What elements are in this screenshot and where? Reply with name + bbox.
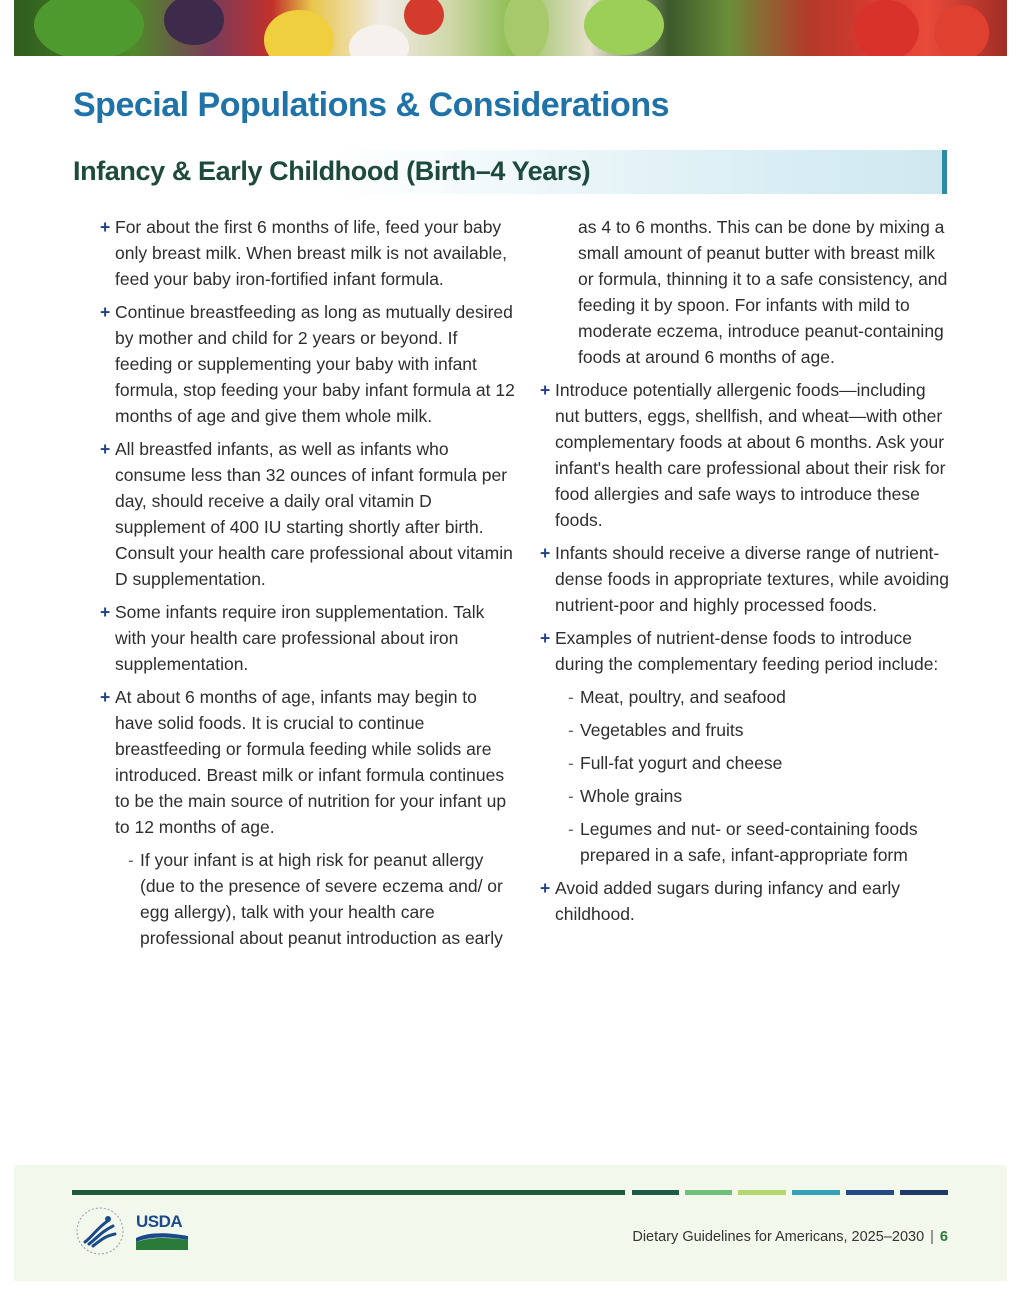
bullet-text: Infants should receive a diverse range of nutrient-dense foods in appropriate textures, while avoiding nutrient-poor and highly processed foods. xyxy=(555,543,949,615)
food-example-item xyxy=(568,717,950,743)
plus-icon: + xyxy=(100,687,111,707)
list-item xyxy=(100,214,515,292)
list-item xyxy=(540,540,950,618)
plus-icon: + xyxy=(100,302,111,322)
hhs-logo-icon xyxy=(75,1206,125,1256)
dash-icon: - xyxy=(568,786,574,806)
plus-icon: + xyxy=(540,628,551,648)
section-title: Infancy & Early Childhood (Birth–4 Years) xyxy=(73,156,591,186)
footer-caption xyxy=(632,1229,948,1245)
food-example-item xyxy=(568,816,950,868)
list-item xyxy=(100,684,515,840)
section-header-bar xyxy=(73,150,947,194)
bullet-text: Introduce potentially allergenic foods—including nut butters, eggs, shellfish, and wheat—with other complementary foods at about 6 months. Ask your infant's health care professional about their risk for food allergies and safe ways to introduce these foods. xyxy=(555,380,946,530)
list-item xyxy=(100,599,515,677)
footer-color-segment xyxy=(846,1190,894,1195)
footer-color-segment xyxy=(632,1190,679,1195)
food-example-text: Legumes and nut- or seed-containing foods prepared in a safe, infant-appropriate form xyxy=(580,819,918,865)
food-example-text: Full-fat yogurt and cheese xyxy=(580,753,783,773)
sub-bullet-text: If your infant is at high risk for peanut allergy (due to the presence of severe eczema and/ or egg allergy), talk with your health care professional about peanut introduction as early xyxy=(140,850,503,948)
header-food-photo xyxy=(14,0,1007,56)
plus-icon: + xyxy=(540,380,551,400)
plus-icon: + xyxy=(100,602,111,622)
bullet-text: Examples of nutrient-dense foods to introduce during the complementary feeding period include: xyxy=(555,628,939,674)
food-example-item xyxy=(568,684,950,710)
food-example-item xyxy=(568,783,950,809)
dash-icon: - xyxy=(568,720,574,740)
list-item xyxy=(100,436,515,592)
food-example-text: Meat, poultry, and seafood xyxy=(580,687,786,707)
list-item xyxy=(100,299,515,429)
bullet-text: Continue breastfeeding as long as mutually desired by mother and child for 2 years or beyond. If feeding or supplementing your baby with infant formula, stop feeding your baby infant formula at 12 months of age and give them whole milk. xyxy=(115,302,515,426)
food-example-text: Vegetables and fruits xyxy=(580,720,744,740)
food-example-item xyxy=(568,750,950,776)
dash-icon: - xyxy=(568,819,574,839)
document-title: Dietary Guidelines for Americans, 2025–2030 xyxy=(632,1229,925,1245)
footer-rule xyxy=(72,1190,625,1195)
usda-logo-text: USDA xyxy=(136,1212,183,1231)
bullet-text: All breastfed infants, as well as infants who consume less than 32 ounces of infant formula per day, should receive a daily oral vitamin D supplement of 400 IU starting shortly after birth. Consult your health care professional about vitamin D supplementation. xyxy=(115,439,513,589)
plus-icon: + xyxy=(100,217,111,237)
footer-color-segment xyxy=(685,1190,732,1195)
bullet-text: Some infants require iron supplementation. Talk with your health care professional about iron supplementation. xyxy=(115,602,485,674)
footer-color-segment xyxy=(900,1190,948,1195)
dash-icon: - xyxy=(568,753,574,773)
footer-color-segment xyxy=(792,1190,840,1195)
continued-text: as 4 to 6 months. This can be done by mixing a small amount of peanut butter with breast milk or formula, thinning it to a safe consistency, and feeding it by spoon. For infants with mild to moderate eczema, introduce peanut-containing foods at around 6 months of age. xyxy=(578,217,948,367)
usda-logo xyxy=(136,1212,188,1252)
bullet-text: For about the first 6 months of life, feed your baby only breast milk. When breast milk is not available, feed your baby iron-fortified infant formula. xyxy=(115,217,507,289)
usda-hills-icon xyxy=(136,1232,188,1250)
bullet-text: Avoid added sugars during infancy and early childhood. xyxy=(555,878,901,924)
food-example-text: Whole grains xyxy=(580,786,683,806)
footer-separator: | xyxy=(930,1229,934,1245)
page-number: 6 xyxy=(939,1229,948,1245)
plus-icon: + xyxy=(540,543,551,563)
list-item xyxy=(540,625,950,677)
plus-icon: + xyxy=(100,439,111,459)
sub-list-item xyxy=(128,847,515,951)
list-item xyxy=(540,875,950,927)
footer-color-segment xyxy=(738,1190,786,1195)
bullet-text: At about 6 months of age, infants may begin to have solid foods. It is crucial to continue breastfeeding or formula feeding while solids are introduced. Breast milk or infant formula continues to be the main source of nutrition for your infant up to 12 months of age. xyxy=(115,687,507,837)
left-column xyxy=(100,214,515,958)
plus-icon: + xyxy=(540,878,551,898)
dash-icon: - xyxy=(568,687,574,707)
page-title: Special Populations & Considerations xyxy=(73,86,669,124)
dash-icon: - xyxy=(128,850,134,870)
right-column xyxy=(540,214,950,934)
list-item xyxy=(540,377,950,533)
